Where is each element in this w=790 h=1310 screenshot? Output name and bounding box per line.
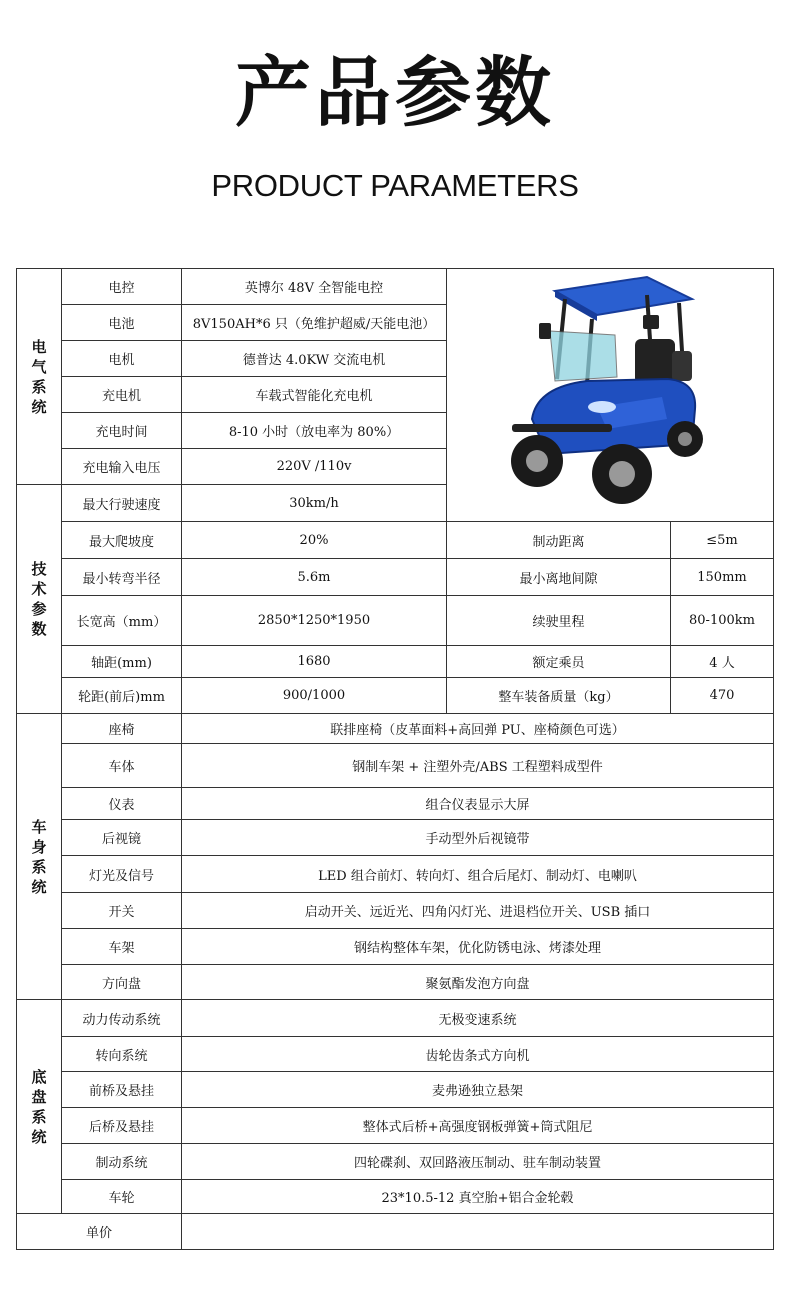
product-image [447, 269, 774, 522]
param-value: 四轮碟刹、双回路液压制动、驻车制动装置 [182, 1144, 774, 1180]
category-electrical: 电 气 系 统 [17, 269, 62, 485]
table-row [17, 714, 774, 744]
table-row [17, 559, 774, 596]
param-value: 4 人 [671, 646, 774, 678]
param-value: 900/1000 [182, 678, 447, 714]
table-row [17, 1072, 774, 1108]
param-label: 制动系统 [62, 1144, 182, 1180]
table-row [17, 856, 774, 893]
golf-cart-photo-icon [447, 269, 773, 521]
param-label: 制动距离 [447, 522, 671, 559]
param-label: 车轮 [62, 1180, 182, 1214]
param-value: 英博尔 48V 全智能电控 [182, 269, 447, 305]
param-value: 钢制车架 + 注塑外壳/ABS 工程塑料成型件 [182, 744, 774, 788]
param-label: 充电时间 [62, 413, 182, 449]
table-row [17, 893, 774, 929]
param-label: 最大爬坡度 [62, 522, 182, 559]
param-value: 5.6m [182, 559, 447, 596]
table-row [17, 646, 774, 678]
param-label: 轴距(mm) [62, 646, 182, 678]
table-row [17, 1037, 774, 1072]
page-subtitle: PRODUCT PARAMETERS [211, 168, 579, 203]
param-value: 1680 [182, 646, 447, 678]
param-value: 联排座椅（皮革面料+高回弹 PU、座椅颜色可选） [182, 714, 774, 744]
param-value: 8V150AH*6 只（免维护超威/天能电池） [182, 305, 447, 341]
table-row [17, 965, 774, 1000]
param-label: 电池 [62, 305, 182, 341]
category-technical: 技 术 参 数 [17, 485, 62, 714]
param-label: 长宽高（mm） [62, 596, 182, 646]
param-label: 续驶里程 [447, 596, 671, 646]
param-label: 开关 [62, 893, 182, 929]
param-label: 充电输入电压 [62, 449, 182, 485]
table-row [17, 1180, 774, 1214]
param-value: 组合仪表显示大屏 [182, 788, 774, 820]
param-label: 电控 [62, 269, 182, 305]
param-value: 20% [182, 522, 447, 559]
param-value: 车载式智能化充电机 [182, 377, 447, 413]
param-label: 车架 [62, 929, 182, 965]
table-row [17, 788, 774, 820]
param-label: 座椅 [62, 714, 182, 744]
param-value: 150mm [671, 559, 774, 596]
param-value: 470 [671, 678, 774, 714]
table-row [17, 929, 774, 965]
param-value: 整体式后桥+高强度钢板弹簧+筒式阻尼 [182, 1108, 774, 1144]
param-value: 钢结构整体车架，优化防锈电泳、烤漆处理 [182, 929, 774, 965]
param-value: 80-100km [671, 596, 774, 646]
table-row [17, 744, 774, 788]
param-label: 方向盘 [62, 965, 182, 1000]
param-label: 最大行驶速度 [62, 485, 182, 522]
param-value: 聚氨酯发泡方向盘 [182, 965, 774, 1000]
category-body: 车 身 系 统 [17, 714, 62, 1000]
price-row [17, 1214, 774, 1250]
param-label: 整车装备质量（kg） [447, 678, 671, 714]
param-label: 仪表 [62, 788, 182, 820]
table-row [17, 596, 774, 646]
param-value: 手动型外后视镜带 [182, 820, 774, 856]
table-row [17, 1144, 774, 1180]
param-value: 麦弗逊独立悬架 [182, 1072, 774, 1108]
param-value: 齿轮齿条式方向机 [182, 1037, 774, 1072]
category-chassis: 底 盘 系 统 [17, 1000, 62, 1214]
table-row [17, 1108, 774, 1144]
page-title: 产品参数 [235, 48, 555, 137]
param-label: 轮距(前后)mm [62, 678, 182, 714]
table-row [17, 820, 774, 856]
param-value: 8-10 小时（放电率为 80%） [182, 413, 447, 449]
param-value: 30km/h [182, 485, 447, 522]
param-value: LED 组合前灯、转向灯、组合后尾灯、制动灯、电喇叭 [182, 856, 774, 893]
param-label: 充电机 [62, 377, 182, 413]
param-label: 车体 [62, 744, 182, 788]
param-label: 最小转弯半径 [62, 559, 182, 596]
param-value: ≤5m [671, 522, 774, 559]
table-row [17, 269, 774, 305]
param-value: 启动开关、远近光、四角闪灯光、进退档位开关、USB 插口 [182, 893, 774, 929]
param-label: 转向系统 [62, 1037, 182, 1072]
param-label: 电机 [62, 341, 182, 377]
table-row [17, 1000, 774, 1037]
param-label: 前桥及悬挂 [62, 1072, 182, 1108]
param-label: 灯光及信号 [62, 856, 182, 893]
param-label: 额定乘员 [447, 646, 671, 678]
param-value: 无极变速系统 [182, 1000, 774, 1037]
price-label: 单价 [17, 1214, 182, 1250]
param-label: 动力传动系统 [62, 1000, 182, 1037]
param-value: 220V /110v [182, 449, 447, 485]
param-label: 后视镜 [62, 820, 182, 856]
param-label: 后桥及悬挂 [62, 1108, 182, 1144]
parameters-table [16, 268, 774, 1250]
param-value: 德普达 4.0KW 交流电机 [182, 341, 447, 377]
param-value: 2850*1250*1950 [182, 596, 447, 646]
param-value: 23*10.5-12 真空胎+铝合金轮毂 [182, 1180, 774, 1214]
table-row [17, 678, 774, 714]
param-label: 最小离地间隙 [447, 559, 671, 596]
price-value [182, 1214, 774, 1250]
table-row [17, 522, 774, 559]
